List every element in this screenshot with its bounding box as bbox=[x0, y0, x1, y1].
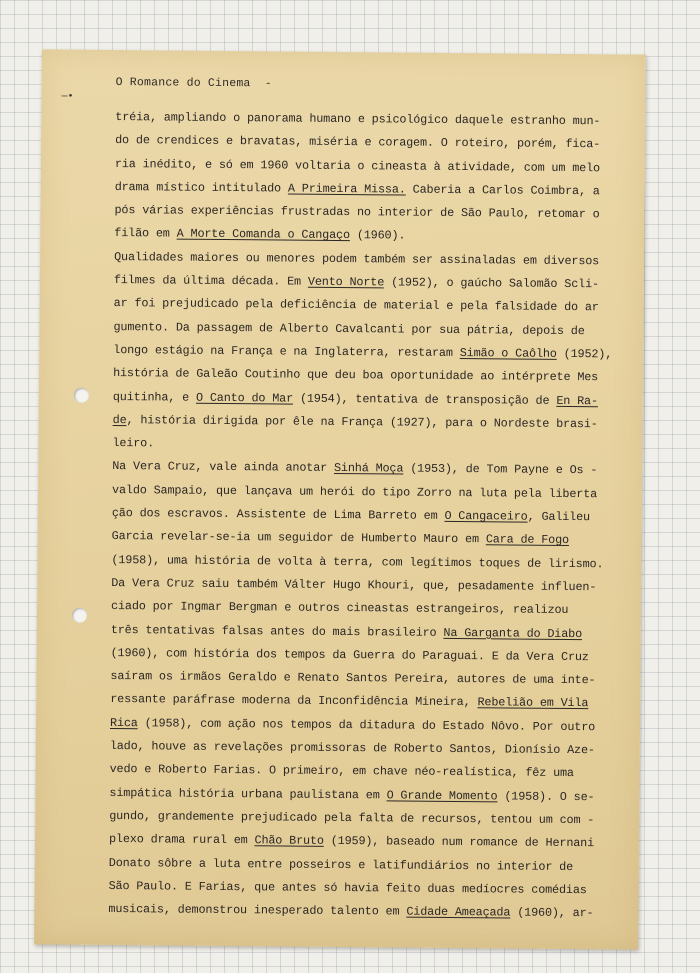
film-title: A Morte Comanda o Cangaço bbox=[176, 227, 350, 243]
film-title: de bbox=[112, 412, 127, 427]
text-segment: (1960), com história dos tempos da Guerra do Paraguai. E da Vera Cruz bbox=[110, 645, 589, 665]
text-segment: , história dirigida por êle na França (1927), para o Nordeste brasi- bbox=[126, 412, 598, 432]
text-segment: Na Vera Cruz, vale ainda anotar bbox=[112, 459, 335, 476]
text-segment: São Paulo. E Farias, que antes só havia feito duas medíocres comédias bbox=[108, 878, 587, 897]
text-segment: (1953), de Tom Payne e Os - bbox=[403, 462, 598, 478]
text-segment: pós várias experiências frustradas no interior de São Paulo, retomar o bbox=[114, 203, 600, 222]
text-segment: (1958), com ação nos tempos da ditadura do Estado Nôvo. Por outro bbox=[137, 715, 596, 734]
text-segment: (1958). O se- bbox=[497, 788, 595, 804]
film-title: En Ra- bbox=[556, 393, 599, 408]
film-title: O Cangaceiro bbox=[444, 508, 528, 524]
text-segment: , Galileu bbox=[527, 509, 591, 525]
text-segment: quitinha, e bbox=[112, 389, 197, 405]
text-segment: simpática história urbana paulistana em bbox=[109, 785, 387, 803]
film-title: Rebelião em Vila bbox=[477, 695, 589, 711]
text-segment: Donato sôbre a luta entre posseiros e latifundiários no interior de bbox=[108, 855, 574, 874]
punch-hole bbox=[74, 388, 89, 403]
text-segment: lado, houve as revelações promissoras de Roberto Santos, Dionísio Aze- bbox=[109, 739, 595, 758]
film-title: Na Garganta do Diabo bbox=[443, 625, 583, 641]
text-segment: três tentativas falsas antes do mais brasileiro bbox=[110, 622, 444, 640]
text-segment: ar foi prejudicado pela deficiência de material e pela falsidade do ar bbox=[113, 296, 599, 315]
text-segment: (1952), bbox=[556, 346, 613, 362]
text-segment: saíram os irmãos Geraldo e Renato Santos Pereira, autores de uma inte- bbox=[110, 669, 596, 688]
text-segment: filão em bbox=[114, 226, 177, 242]
text-segment: ressante paráfrase moderna da Inconfidência Mineira, bbox=[110, 692, 478, 710]
text-line bbox=[108, 898, 613, 926]
text-segment: musicais, demonstrou inesperado talento em bbox=[108, 902, 407, 919]
text-segment: do de crendices e bravatas, miséria e coragem. O roteiro, porém, fica- bbox=[115, 133, 601, 152]
margin-mark: —• bbox=[61, 91, 74, 103]
film-title: Chão Bruto bbox=[254, 833, 324, 849]
film-title: Vento Norte bbox=[307, 274, 385, 290]
text-segment: ciado por Ingmar Bergman e outros cineastas estrangeiros, realizou bbox=[110, 599, 569, 618]
text-segment: (1960), ar- bbox=[510, 905, 594, 921]
text-segment: (1958), uma história de volta à terra, com legítimos toques de lirismo. bbox=[111, 552, 604, 571]
text-segment: gundo, grandemente prejudicado pela falta de recursos, tentou um com - bbox=[109, 808, 595, 828]
text-segment: tréia, ampliando o panorama humano e psicológico daquele estranho mun- bbox=[115, 110, 601, 129]
text-segment: valdo Sampaio, que lançava um herói do tipo Zorro na luta pela liberta bbox=[112, 482, 598, 501]
body-text bbox=[108, 106, 620, 926]
film-title: A Primeira Missa. bbox=[287, 181, 406, 197]
text-segment: história de Galeão Coutinho que deu boa oportunidade ao intérprete Mes bbox=[113, 366, 599, 385]
text-segment: gumento. Da passagem de Alberto Cavalcanti por sua pátria, depois de bbox=[113, 319, 585, 338]
text-segment: (1960). bbox=[349, 228, 406, 244]
film-title: O Grande Momento bbox=[386, 788, 498, 803]
text-segment: filmes da última década. Em bbox=[113, 273, 308, 289]
film-title: Cara de Fogo bbox=[485, 532, 570, 548]
film-title: Sinhá Moça bbox=[333, 461, 404, 477]
text-segment: (1952), o gaúcho Salomão Scli- bbox=[384, 275, 600, 292]
text-line bbox=[113, 409, 618, 437]
text-segment: leiro. bbox=[112, 436, 155, 451]
text-segment: ria inédito, e só em 1960 voltaria o cineasta à atividade, com um melo bbox=[114, 156, 601, 175]
film-title: Cidade Ameaçada bbox=[406, 904, 511, 920]
film-title: Simão o Caôlho bbox=[459, 346, 557, 361]
text-segment: plexo drama rural em bbox=[108, 832, 255, 848]
film-title: O Canto do Mar bbox=[195, 390, 294, 406]
text-segment: (1954), tentativa de transposição de bbox=[292, 391, 557, 408]
text-segment: Garcia revelar-se-ia um seguidor de Humberto Mauro em bbox=[111, 529, 486, 547]
text-segment: Caberia a Carlos Coimbra, a bbox=[405, 182, 600, 199]
text-segment: vedo e Roberto Farias. O primeiro, em chave néo-realística, fêz uma bbox=[109, 762, 574, 781]
text-segment: drama místico intitulado bbox=[114, 179, 289, 196]
text-segment: Da Vera Cruz saiu também Válter Hugo Khouri, que, pesadamente influen- bbox=[111, 575, 597, 595]
text-segment: (1959), baseado num romance de Hernani bbox=[323, 834, 595, 851]
page-header: O Romance do Cinema - bbox=[115, 76, 272, 91]
text-segment: Qualidades maiores ou menores podem também ser assinaladas em diversos bbox=[114, 249, 600, 269]
punch-hole bbox=[72, 608, 87, 623]
text-segment: longo estágio na França e na Inglaterra, restaram bbox=[113, 342, 460, 361]
film-title: Rica bbox=[109, 715, 138, 730]
typewritten-page bbox=[34, 49, 646, 949]
text-segment: ção dos escravos. Assistente de Lima Barreto em bbox=[111, 506, 445, 523]
